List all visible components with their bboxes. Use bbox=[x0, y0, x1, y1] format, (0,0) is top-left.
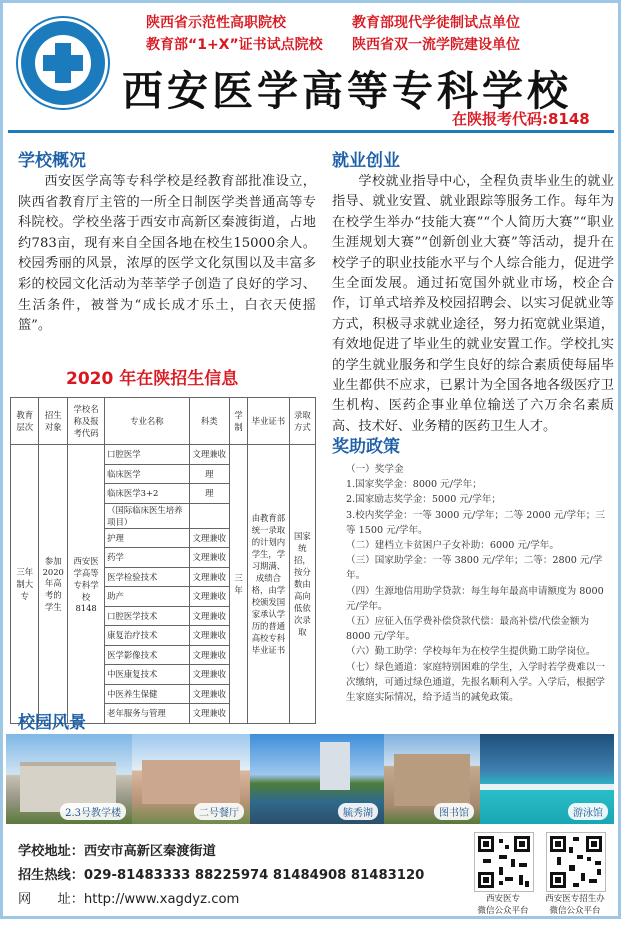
qr-code-wechat-admissions[interactable] bbox=[546, 832, 606, 892]
award-item: 3.校内奖学金：一等 3000 元/学年；二等 2000 元/学年；三等 1500 元/学年。 bbox=[346, 509, 605, 536]
recruitment-table bbox=[10, 397, 316, 724]
campus-photo-4 bbox=[384, 734, 480, 824]
campus-photo-1 bbox=[6, 734, 132, 824]
header-admission: 录取方式 bbox=[289, 398, 315, 445]
campus-photo-5 bbox=[480, 734, 614, 824]
target-cell: 参加2020年高考的学生 bbox=[39, 445, 68, 724]
header-target: 招生对象 bbox=[39, 398, 68, 445]
major-category: 文理兼收 bbox=[189, 587, 229, 607]
major-category: 文理兼收 bbox=[189, 528, 229, 548]
school-title: 西安医学高等专科学校 bbox=[122, 67, 572, 115]
employment-text: 学校就业指导中心，全程负责毕业生的就业指导、就业安置、就业跟踪等服务工作。每年为在校学生举办“技能大赛”“个人简历大赛”“职业生涯规划大赛”“创新创业大赛”等活动，提升在校学子的职业技能水平与个人综合能力，促进学生全面发展。通过拓宽国外就业市场，校企合作，订单式培养及校园招聘会、以实习促就业等方式，积极寻求就业途径，努力拓宽就业渠道，有效地促进了毕业生的就业安置工作。学校扎实的学生就业服务和学生良好的综合素质使每届毕业生都供不应求，已累计为全国各地各级医疗卫生机构、医药企事业单位输送了六万余名素质高、技术好、业务精的医药卫生人才。 bbox=[332, 174, 614, 434]
award-item: （六）勤工助学：学校每年为在校学生提供勤工助学岗位。 bbox=[346, 646, 596, 658]
award-item: （三）国家助学金：一等 3800 元/学年；二等：2800 元/学年。 bbox=[346, 555, 603, 582]
header-divider bbox=[8, 130, 614, 133]
major-name: 老年服务与管理 bbox=[105, 704, 189, 724]
award-item: 1.国家奖学金：8000 元/学年； bbox=[346, 479, 482, 491]
header-major: 专业名称 bbox=[105, 398, 189, 445]
major-name: 口腔医学技术 bbox=[105, 606, 189, 626]
major-name: 中医康复技术 bbox=[105, 665, 189, 685]
major-category: 文理兼收 bbox=[189, 548, 229, 568]
campus-photo-2 bbox=[132, 734, 250, 824]
header-school: 学校名称及报考代码 bbox=[68, 398, 105, 445]
photo-caption-1: 2.3号教学楼 bbox=[60, 803, 126, 820]
major-category: 文理兼收 bbox=[189, 567, 229, 587]
header-category: 科类 bbox=[189, 398, 229, 445]
overview-text: 西安医学高等专科学校是经教育部批准设立，陕西省教育厅主管的一所全日制医学类普通高等专科院校。学校坐落于西安市高新区秦渡街道，占地约783亩，现有来自全国各地在校生15000余人。校园秀丽的风景，浓厚的医学文化氛围以及丰富多彩的校园文化活动为莘莘学子创造了良好的学习、生活条件，被誉为“成长成才乐土，白衣天使摇篮”。 bbox=[18, 174, 316, 334]
website-link[interactable]: 网 址：http://www.xagdyz.com bbox=[18, 892, 240, 907]
employment-title: 就业创业 bbox=[332, 151, 400, 171]
photo-caption-5: 游泳馆 bbox=[568, 803, 608, 820]
school-logo bbox=[18, 18, 108, 108]
header-level: 教育层次 bbox=[11, 398, 39, 445]
award-item: （二）建档立卡贫困户子女补助：6000 元/学年。 bbox=[346, 540, 559, 552]
award-item: （四）生源地信用助学贷款：每生每年最高申请额度为 8000 元/学年。 bbox=[346, 585, 604, 612]
major-category: 文理兼收 bbox=[189, 445, 229, 465]
certificate-cell: 由教育部统一录取的计划内学生，学习期满、成绩合格，由学校颁发国家承认学历的普通高校专科毕业证书 bbox=[248, 445, 290, 724]
award-item: （七）绿色通道：家庭特别困难的学生，入学时若学费难以一次缴纳，可通过绿色通道，先报名顺利入学。入学后，根据学生家庭实际情况，给予适当的减免政策。 bbox=[346, 661, 606, 704]
qr-code-wechat-school[interactable] bbox=[474, 832, 534, 892]
photo-caption-3: 毓秀湖 bbox=[338, 803, 378, 820]
table-row bbox=[11, 445, 316, 465]
major-name: 医学影像技术 bbox=[105, 645, 189, 665]
award-item: （五）应征入伍学费补偿贷款代偿：最高补偿/代偿金额为 8000 元/学年。 bbox=[346, 616, 590, 643]
honor-3: 教育部“1+X”证书试点院校 bbox=[146, 37, 323, 53]
major-category: 文理兼收 bbox=[189, 645, 229, 665]
admission-code: 在陕报考代码:8148 bbox=[452, 110, 590, 128]
award-item: （一）奖学金 bbox=[346, 464, 404, 475]
major-name: 临床医学 bbox=[105, 464, 189, 484]
honor-1: 陕西省示范性高职院校 bbox=[146, 15, 286, 31]
duration-cell: 三年 bbox=[229, 445, 247, 724]
photo-caption-4: 图书馆 bbox=[434, 803, 474, 820]
major-name: 中医养生保健 bbox=[105, 684, 189, 704]
major-category: 文理兼收 bbox=[189, 606, 229, 626]
awards-title: 奖助政策 bbox=[332, 437, 400, 457]
qr-caption-1: 西安医专 微信公众平台 bbox=[477, 894, 529, 916]
major-category: 理 bbox=[189, 484, 229, 504]
qr-caption-2: 西安医专招生办 微信公众平台 bbox=[545, 894, 605, 916]
campus-title: 校园风景 bbox=[18, 713, 86, 733]
major-category: 理 bbox=[189, 464, 229, 484]
overview-title: 学校概况 bbox=[18, 151, 86, 171]
award-item: 2.国家励志奖学金：5000 元/学年； bbox=[346, 494, 501, 506]
photo-caption-2: 二号餐厅 bbox=[194, 803, 244, 820]
header-duration: 学制 bbox=[229, 398, 247, 445]
major-name: 口腔医学 bbox=[105, 445, 189, 465]
major-category: 文理兼收 bbox=[189, 684, 229, 704]
major-category: 文理兼收 bbox=[189, 665, 229, 685]
major-name: 助产 bbox=[105, 587, 189, 607]
school-cell: 西安医学高等专科学校 8148 bbox=[68, 445, 105, 724]
admission-hotline: 招生热线：029-81483333 88225974 81484908 81483120 bbox=[18, 868, 425, 883]
campus-photo-3 bbox=[250, 734, 384, 824]
major-category bbox=[189, 503, 229, 528]
major-name: （国际临床医生培养项目） bbox=[105, 503, 189, 528]
major-name: 药学 bbox=[105, 548, 189, 568]
major-name: 临床医学3+2 bbox=[105, 484, 189, 504]
honor-2: 教育部现代学徒制试点单位 bbox=[352, 15, 520, 31]
admission-cell: 国家统招，按分数由高向低依次录取 bbox=[289, 445, 315, 724]
honor-4: 陕西省双一流学院建设单位 bbox=[352, 37, 520, 53]
major-category: 文理兼收 bbox=[189, 626, 229, 646]
awards-list bbox=[346, 462, 614, 705]
recruitment-title: 2020 年在陕招生信息 bbox=[66, 369, 239, 389]
header-certificate: 毕业证书 bbox=[248, 398, 290, 445]
major-name: 医学检验技术 bbox=[105, 567, 189, 587]
major-category: 文理兼收 bbox=[189, 704, 229, 724]
major-name: 护理 bbox=[105, 528, 189, 548]
school-address: 学校地址：西安市高新区秦渡街道 bbox=[18, 844, 216, 859]
level-cell: 三年制大专 bbox=[11, 445, 39, 724]
major-name: 康复治疗技术 bbox=[105, 626, 189, 646]
